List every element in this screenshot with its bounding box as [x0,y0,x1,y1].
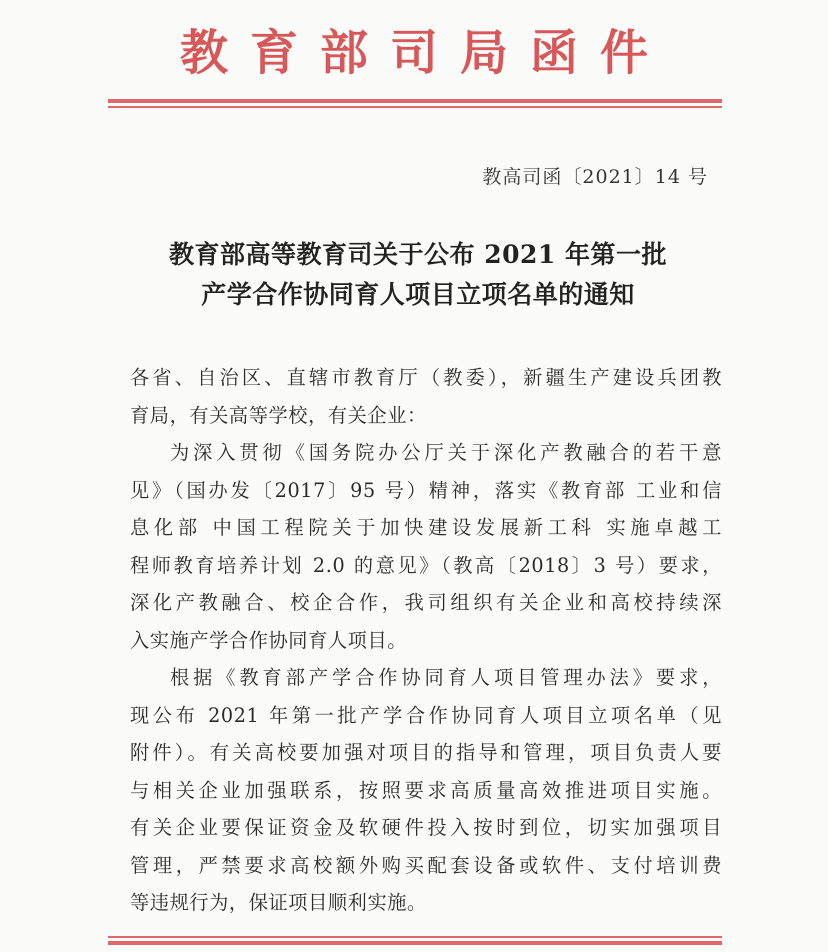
body-line-1: 各省、自治区、直辖市教育厅（教委），新疆生产建设兵团教 [130,366,722,389]
body-line-12: 与相关企业加强联系，按照要求高质量高效推进项目实施。 [130,779,722,802]
body-line-15: 等违规行为，保证项目顺利实施。 [130,891,427,914]
body-line-13: 有关企业要保证资金及软硬件投入按时到位，切实加强项目 [130,816,722,839]
letterhead-title: 教育部司局函件 [179,25,670,81]
document-number: 教高司函〔2021〕14 号 [482,166,708,188]
footer-rule-thick [108,941,722,945]
body-line-9: 根据《教育部产学合作协同育人项目管理办法》要求， [170,666,722,689]
body-line-8: 入实施产学合作协同育人项目。 [130,629,408,652]
body-line-4: 见》（国办发〔2017〕95 号）精神，落实《教育部 工业和信 [130,479,722,502]
body-line-5: 息化部 中国工程院关于加快建设发展新工科 实施卓越工 [130,516,722,539]
notice-title-line-1: 教育部高等教育司关于公布 2021 年第一批 [169,240,667,269]
letterhead-rule-thin [108,106,722,108]
footer-rule-thin [108,936,722,938]
body-line-6: 程师教育培养计划 2.0 的意见》（教高〔2018〕3 号）要求， [130,554,722,577]
body-line-7: 深化产教融合、校企合作，我司组织有关企业和高校持续深 [130,591,722,614]
body-line-11: 附件）。有关高校要加强对项目的指导和管理，项目负责人要 [130,741,722,764]
body-line-14: 管理，严禁要求高校额外购买配套设备或软件、支付培训费 [130,854,722,877]
letterhead-rule-thick [108,99,722,103]
body-line-2: 育局，有关高等学校，有关企业： [130,404,427,427]
notice-title-line-2: 产学合作协同育人项目立项名单的通知 [201,280,635,309]
body-line-10: 现公布 2021 年第一批产学合作协同育人项目立项名单（见 [130,704,722,727]
body-line-3: 为深入贯彻《国务院办公厅关于深化产教融合的若干意 [170,441,722,464]
